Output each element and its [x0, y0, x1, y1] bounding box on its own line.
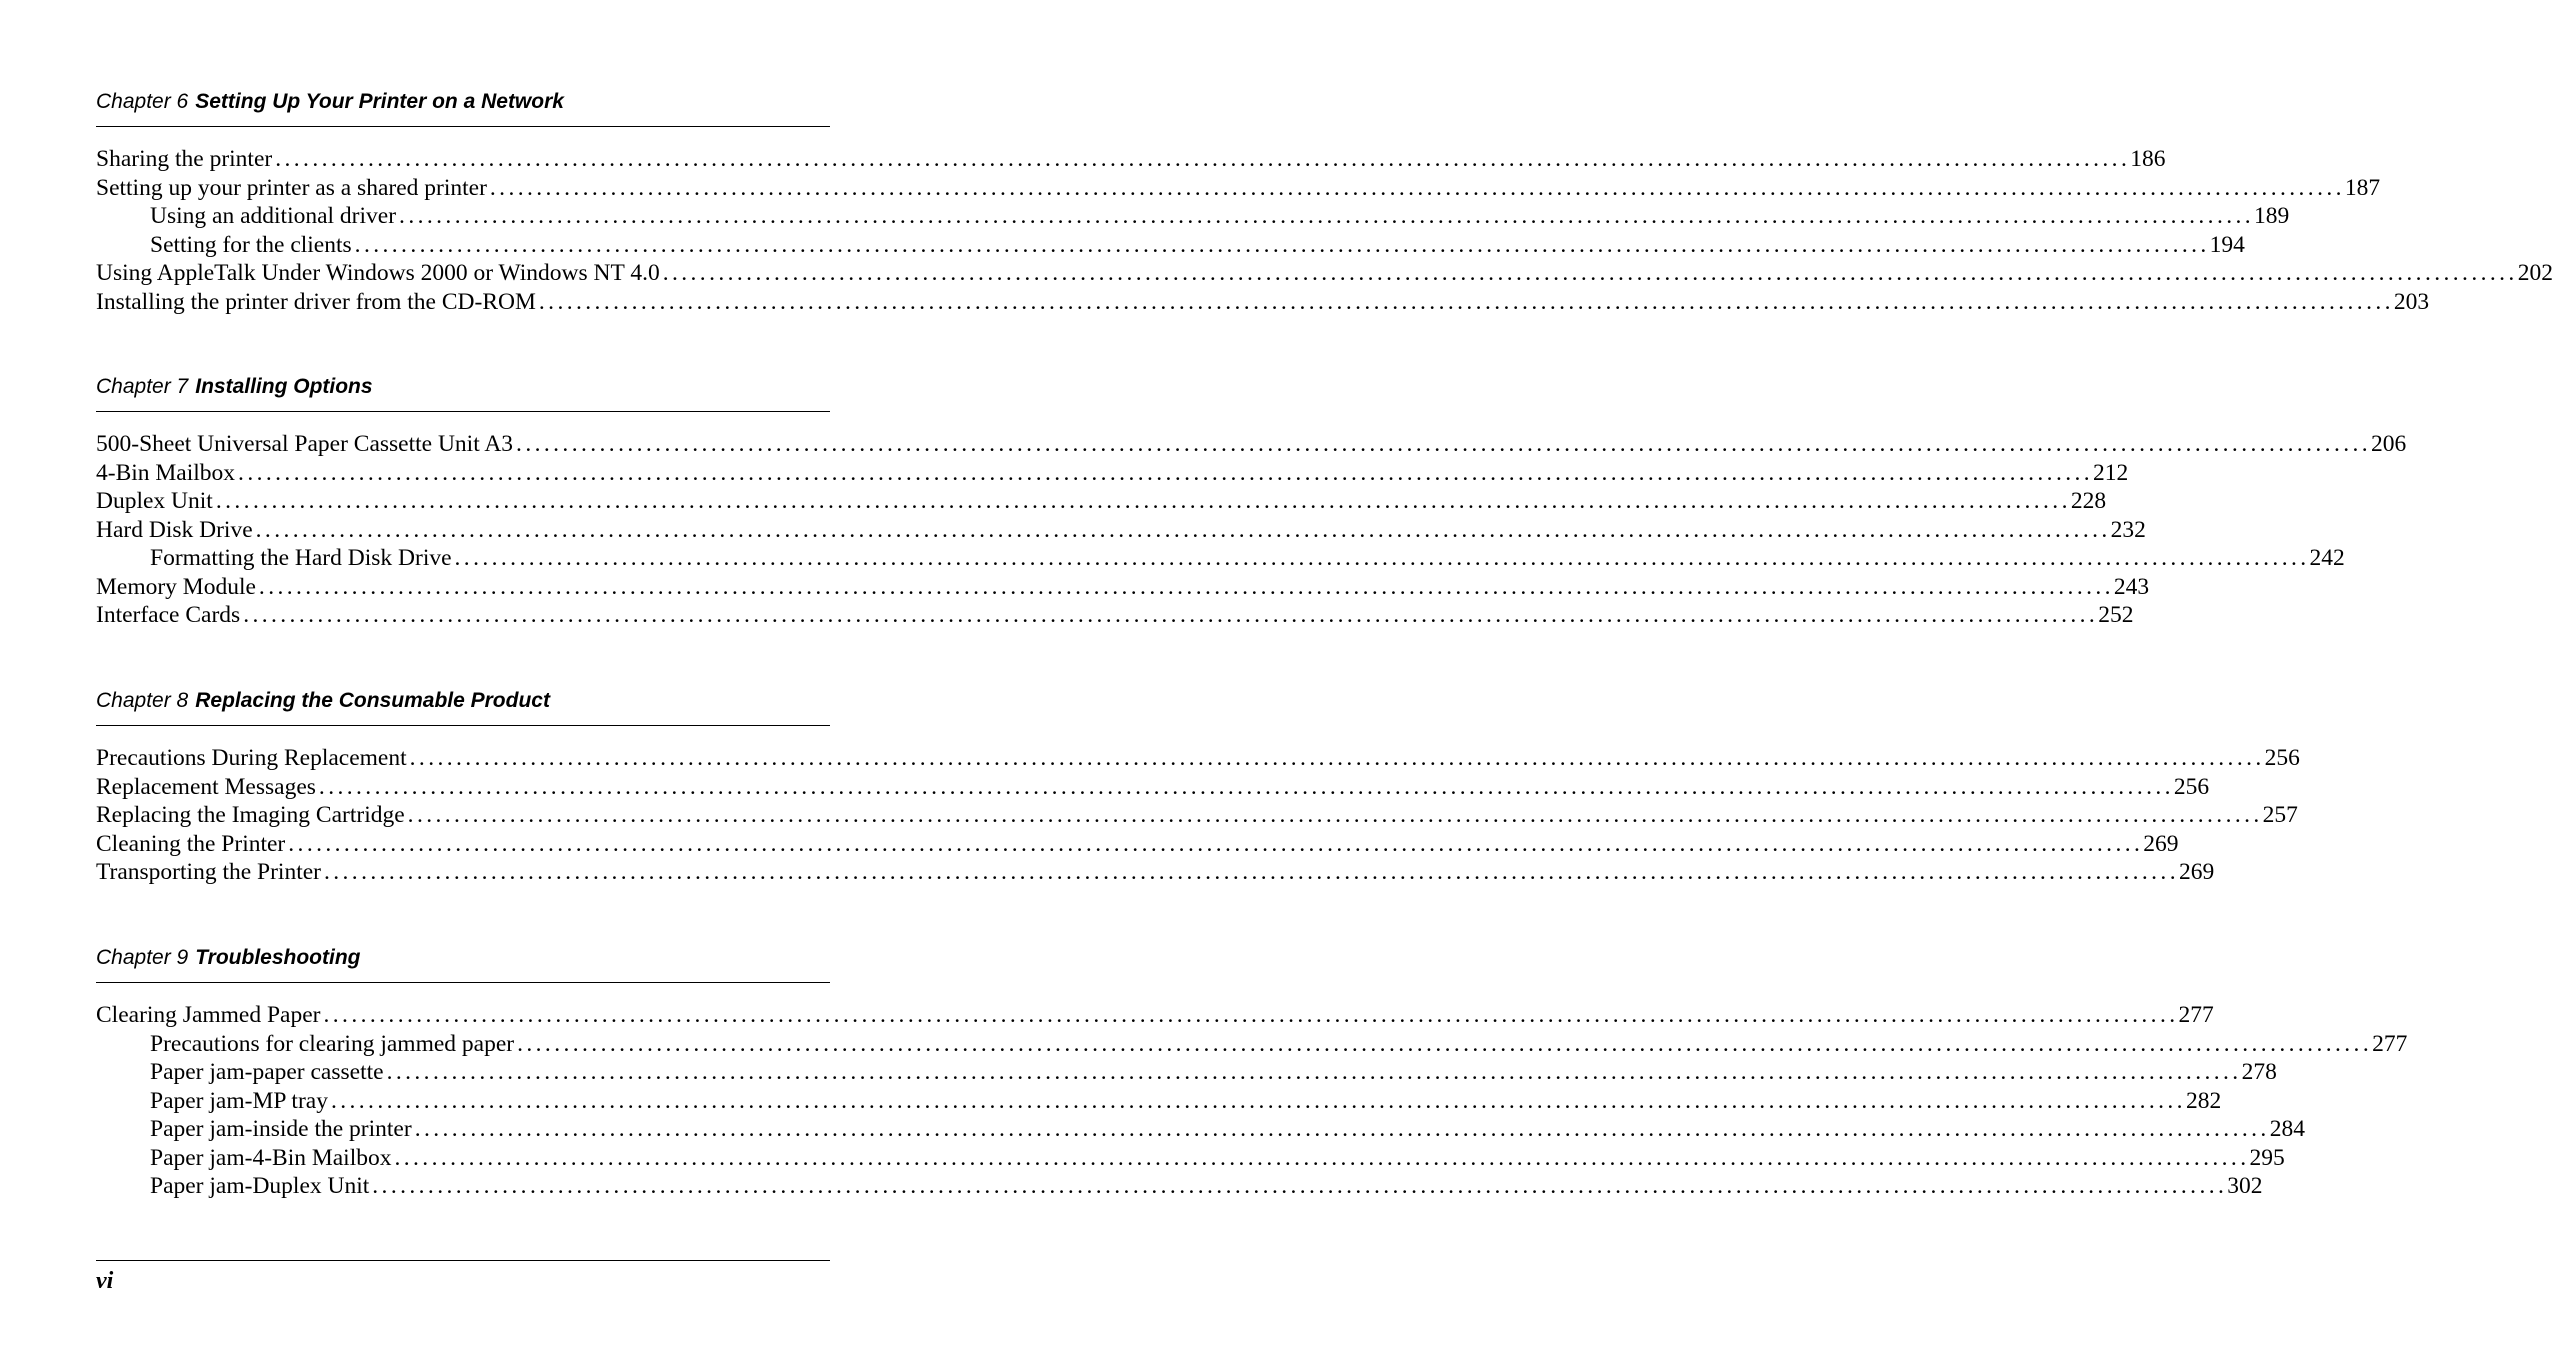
toc-entry[interactable]: [96, 231, 2245, 260]
toc-entry-line: [150, 202, 2290, 231]
toc-entry[interactable]: [96, 430, 2407, 459]
toc-entry-title: 4-Bin Mailbox: [96, 459, 236, 486]
toc-entry-page-number: 228: [2070, 488, 2107, 514]
toc-entry-line: [96, 830, 2179, 859]
toc-entry[interactable]: [96, 1087, 2222, 1116]
toc-entry-line: [96, 516, 2146, 545]
toc-entry-title: Setting for the clients: [150, 231, 352, 258]
chapter-title: Installing Options: [195, 375, 373, 398]
toc-entry-page-number: 194: [2209, 231, 2245, 258]
chapter-6-section: [96, 90, 2553, 316]
toc-entry-page-number: 269: [2143, 830, 2179, 857]
dot-leader: ........................................................................................................................................................................................................: [215, 488, 2071, 514]
chapter-heading: [96, 948, 830, 983]
chapter-number-label: Chapter 9: [96, 946, 189, 969]
toc-entry-line: [150, 1172, 2263, 1201]
dot-leader: ........................................................................................................................................................................................................: [662, 260, 2518, 286]
toc-entry-title: Transporting the Printer: [96, 859, 321, 885]
chapter-heading: [96, 92, 830, 127]
toc-entry-page-number: 186: [2130, 146, 2166, 172]
toc-entry-line: [96, 288, 2430, 317]
toc-entry-title: Formatting the Hard Disk Drive: [150, 545, 452, 571]
toc-entry-page-number: 187: [2344, 174, 2381, 201]
toc-entry[interactable]: [96, 145, 2166, 174]
toc-entry-page-number: 282: [2185, 1087, 2222, 1114]
chapter-number-label: Chapter 7: [96, 375, 189, 398]
toc-entry[interactable]: [96, 544, 2345, 573]
toc-entry-line: [96, 145, 2166, 174]
toc-entry-title: Clearing Jammed Paper: [96, 1002, 321, 1028]
toc-entry-page-number: 202: [2517, 260, 2553, 286]
toc-entry-title: Precautions for clearing jammed paper: [150, 1030, 515, 1057]
dot-leader: ........................................................................................................................................................................................................: [409, 745, 2265, 771]
toc-entry[interactable]: [96, 773, 2210, 802]
page-footer: [96, 1260, 830, 1295]
toc-entry-title: Paper jam-4-Bin Mailbox: [150, 1144, 392, 1171]
toc-entry[interactable]: [96, 459, 2129, 488]
toc-entry-line: [96, 487, 2107, 516]
toc-entry[interactable]: [96, 259, 2553, 288]
toc-entry-title: Cleaning the Printer: [96, 830, 286, 857]
toc-entry-line: [96, 430, 2407, 459]
chapter-9-section: [96, 946, 2408, 1201]
toc-entry[interactable]: [96, 830, 2179, 859]
dot-leader: ........................................................................................................................................................................................................: [414, 1116, 2270, 1142]
dot-leader: ........................................................................................................................................................................................................: [275, 146, 2131, 172]
toc-entry[interactable]: [96, 1172, 2263, 1201]
dot-leader: ........................................................................................................................................................................................................: [258, 573, 2114, 600]
toc-entry-title: Interface Cards: [96, 602, 241, 628]
toc-entry-line: [96, 801, 2298, 830]
toc-entry-title: Replacement Messages: [96, 773, 316, 800]
toc-entry-title: Precautions During Replacement: [96, 745, 407, 771]
toc-entry-page-number: 277: [2372, 1030, 2408, 1057]
toc-entry-line: [150, 1030, 2408, 1059]
chapter-number-label: Chapter 8: [96, 689, 189, 712]
dot-leader: ........................................................................................................................................................................................................: [489, 174, 2345, 201]
toc-entry-line: [96, 174, 2381, 203]
toc-entry-page-number: 189: [2254, 203, 2290, 229]
toc-entry-title: Paper jam-inside the printer: [150, 1116, 412, 1142]
chapter-7-section: [96, 375, 2407, 630]
toc-entry-page-number: 256: [2173, 773, 2210, 800]
toc-entry[interactable]: [96, 1058, 2277, 1087]
toc-entry[interactable]: [96, 1115, 2305, 1144]
toc-entry-list: [96, 1001, 2408, 1201]
dot-leader: ........................................................................................................................................................................................................: [516, 431, 2372, 457]
toc-entry[interactable]: [96, 487, 2107, 516]
dot-leader: ........................................................................................................................................................................................................: [288, 830, 2144, 857]
toc-entry[interactable]: [96, 1001, 2214, 1030]
toc-entry-page-number: 243: [2113, 573, 2150, 600]
chapter-8-section: [96, 689, 2300, 887]
toc-entry-title: 500-Sheet Universal Paper Cassette Unit A3: [96, 431, 514, 457]
dot-leader: ........................................................................................................................................................................................................: [517, 1030, 2373, 1057]
toc-entry-line: [96, 744, 2300, 773]
dot-leader: ........................................................................................................................................................................................................: [255, 516, 2111, 543]
toc-entry-line: [96, 858, 2215, 887]
dot-leader: ........................................................................................................................................................................................................: [323, 1002, 2179, 1028]
toc-entry[interactable]: [96, 801, 2298, 830]
toc-entry[interactable]: [96, 1030, 2408, 1059]
toc-entry[interactable]: [96, 601, 2134, 630]
page-number: vi: [96, 1268, 114, 1294]
toc-entry-page-number: 284: [2269, 1116, 2305, 1142]
toc-entry-page-number: 212: [2093, 459, 2129, 486]
toc-entry-line: [96, 459, 2129, 488]
chapter-heading: [96, 691, 830, 726]
toc-entry-page-number: 257: [2262, 802, 2298, 828]
toc-entry-page-number: 278: [2241, 1059, 2277, 1085]
toc-entry-page-number: 256: [2264, 745, 2300, 771]
toc-entry-title: Memory Module: [96, 573, 256, 600]
dot-leader: ........................................................................................................................................................................................................: [372, 1173, 2228, 1199]
dot-leader: ........................................................................................................................................................................................................: [407, 802, 2263, 828]
toc-entry[interactable]: [96, 744, 2300, 773]
dot-leader: ........................................................................................................................................................................................................: [238, 459, 2094, 486]
toc-entry-list: [96, 744, 2300, 887]
toc-entry-page-number: 302: [2227, 1173, 2263, 1199]
toc-entry-title: Using AppleTalk Under Windows 2000 or Windows NT 4.0: [96, 260, 660, 286]
toc-entry-page-number: 252: [2098, 602, 2134, 628]
toc-entry[interactable]: [96, 516, 2146, 545]
toc-entry-page-number: 203: [2393, 288, 2430, 315]
toc-entry-line: [96, 773, 2210, 802]
dot-leader: ........................................................................................................................................................................................................: [318, 773, 2174, 800]
toc-entry-title: Paper jam-paper cassette: [150, 1059, 384, 1085]
toc-entry-title: Replacing the Imaging Cartridge: [96, 802, 405, 828]
dot-leader: ........................................................................................................................................................................................................: [386, 1059, 2242, 1085]
toc-entry-title: Sharing the printer: [96, 146, 273, 172]
toc-entry-title: Installing the printer driver from the CD-ROM: [96, 288, 536, 315]
chapter-title: Troubleshooting: [195, 946, 361, 969]
dot-leader: ........................................................................................................................................................................................................: [454, 545, 2310, 571]
toc-entry-line: [150, 1087, 2222, 1116]
chapter-heading: [96, 377, 830, 412]
toc-entry-page-number: 277: [2178, 1002, 2214, 1028]
dot-leader: ........................................................................................................................................................................................................: [323, 859, 2179, 885]
chapter-number-label: Chapter 6: [96, 90, 189, 113]
toc-entry-title: Using an additional driver: [150, 203, 397, 229]
toc-entry-line: [96, 601, 2134, 630]
toc-entry[interactable]: [96, 858, 2215, 887]
toc-entry-page-number: 206: [2371, 431, 2407, 457]
dot-leader: ........................................................................................................................................................................................................: [399, 203, 2255, 229]
dot-leader: ........................................................................................................................................................................................................: [394, 1144, 2250, 1171]
toc-entry-title: Setting up your printer as a shared printer: [96, 174, 487, 201]
toc-entry-list: [96, 145, 2553, 316]
toc-entry-title: Paper jam-MP tray: [150, 1087, 328, 1114]
toc-entry[interactable]: [96, 1144, 2285, 1173]
toc-entry-line: [150, 1115, 2305, 1144]
dot-leader: ........................................................................................................................................................................................................: [354, 231, 2210, 258]
toc-entry-list: [96, 430, 2407, 630]
chapter-title: Setting Up Your Printer on a Network: [195, 90, 564, 113]
toc-entry-line: [96, 573, 2150, 602]
dot-leader: ........................................................................................................................................................................................................: [243, 602, 2099, 628]
toc-entry-title: Hard Disk Drive: [96, 516, 253, 543]
toc-entry-title: Paper jam-Duplex Unit: [150, 1173, 370, 1199]
toc-entry-page-number: 232: [2110, 516, 2146, 543]
toc-entry-line: [150, 231, 2245, 260]
toc-entry-title: Duplex Unit: [96, 488, 213, 514]
toc-entry[interactable]: [96, 202, 2290, 231]
toc-entry-line: [96, 1001, 2214, 1030]
dot-leader: ........................................................................................................................................................................................................: [538, 288, 2394, 315]
toc-entry-line: [150, 544, 2345, 573]
toc-entry[interactable]: [96, 573, 2150, 602]
toc-entry-line: [96, 259, 2553, 288]
toc-entry-page-number: 269: [2178, 859, 2215, 885]
toc-entry-page-number: 295: [2249, 1144, 2285, 1171]
toc-entry-line: [150, 1058, 2277, 1087]
chapter-title: Replacing the Consumable Product: [195, 689, 550, 712]
toc-entry-page-number: 242: [2309, 545, 2345, 571]
dot-leader: ........................................................................................................................................................................................................: [330, 1087, 2186, 1114]
toc-entry[interactable]: [96, 174, 2381, 203]
toc-entry-line: [150, 1144, 2285, 1173]
toc-entry[interactable]: [96, 288, 2430, 317]
